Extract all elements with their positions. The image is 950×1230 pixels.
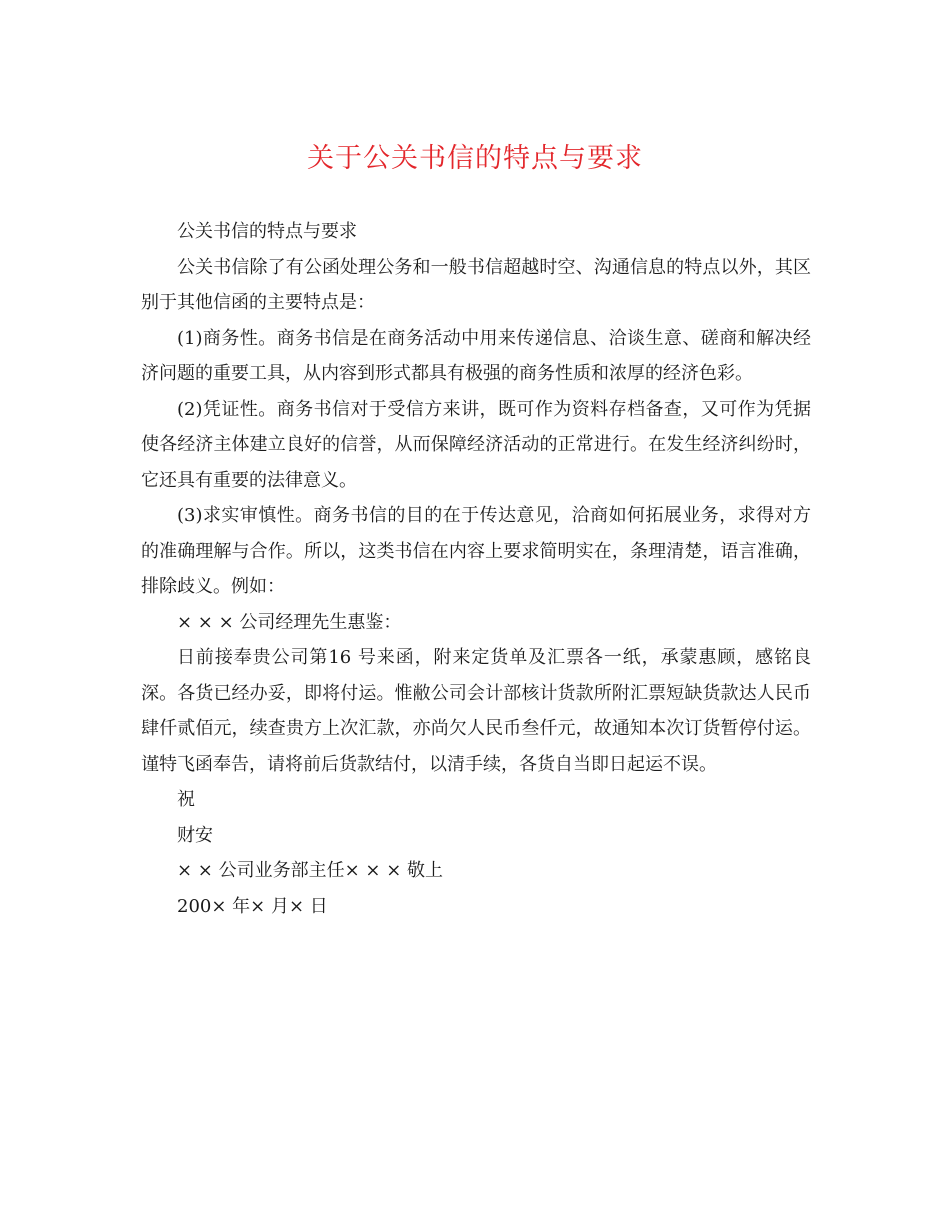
letter-salutation: × × × 公司经理先生惠鉴： [177,611,402,633]
letter-closing-blessing: 财安 [177,824,213,846]
feature-1-paragraph: (1)商务性。商务书信是在商务活动中用来传递信息、洽谈生意、磋商和解决经济问题的重要工具，从内容到形式都具有极强的商务性质和浓厚的经济色彩。 [141,327,811,384]
letter-date: 200× 年× 月× 日 [177,895,328,917]
document-body [141,214,811,924]
feature-2-paragraph: (2)凭证性。商务书信对于受信方来讲，既可作为资料存档备查，又可作为凭据使各经济主体建立良好的信誉，从而保障经济活动的正常进行。在发生经济纠纷时，它还具有重要的法律意义。 [141,398,811,491]
intro-paragraph: 公关书信除了有公函处理公务和一般书信超越时空、沟通信息的特点以外，其区别于其他信函的主要特点是： [141,256,811,313]
document-title: 关于公关书信的特点与要求 [307,143,643,174]
feature-3-paragraph: (3)求实审慎性。商务书信的目的在于传达意见，洽商如何拓展业务，求得对方的准确理解与合作。所以，这类书信在内容上要求简明实在，条理清楚，语言准确，排除歧义。例如： [141,505,811,597]
letter-signature: × × 公司业务部主任× × × 敬上 [177,860,444,881]
subtitle-paragraph: 公关书信的特点与要求 [177,221,357,242]
letter-closing-wish: 祝 [177,789,195,810]
letter-body: 日前接奉贵公司第16 号来函，附来定货单及汇票各一纸，承蒙惠顾，感铭良深。各货已经办妥，即将付运。惟敝公司会计部核计货款所附汇票短缺货款达人民币肆仟贰佰元，续查贵方上次汇款，亦尚欠人民币叁仟元，故通知本次订货暂停付运。谨特飞函奉告，请将前后货款结付，以清手续，各货自当即日起运不误。 [141,647,811,775]
